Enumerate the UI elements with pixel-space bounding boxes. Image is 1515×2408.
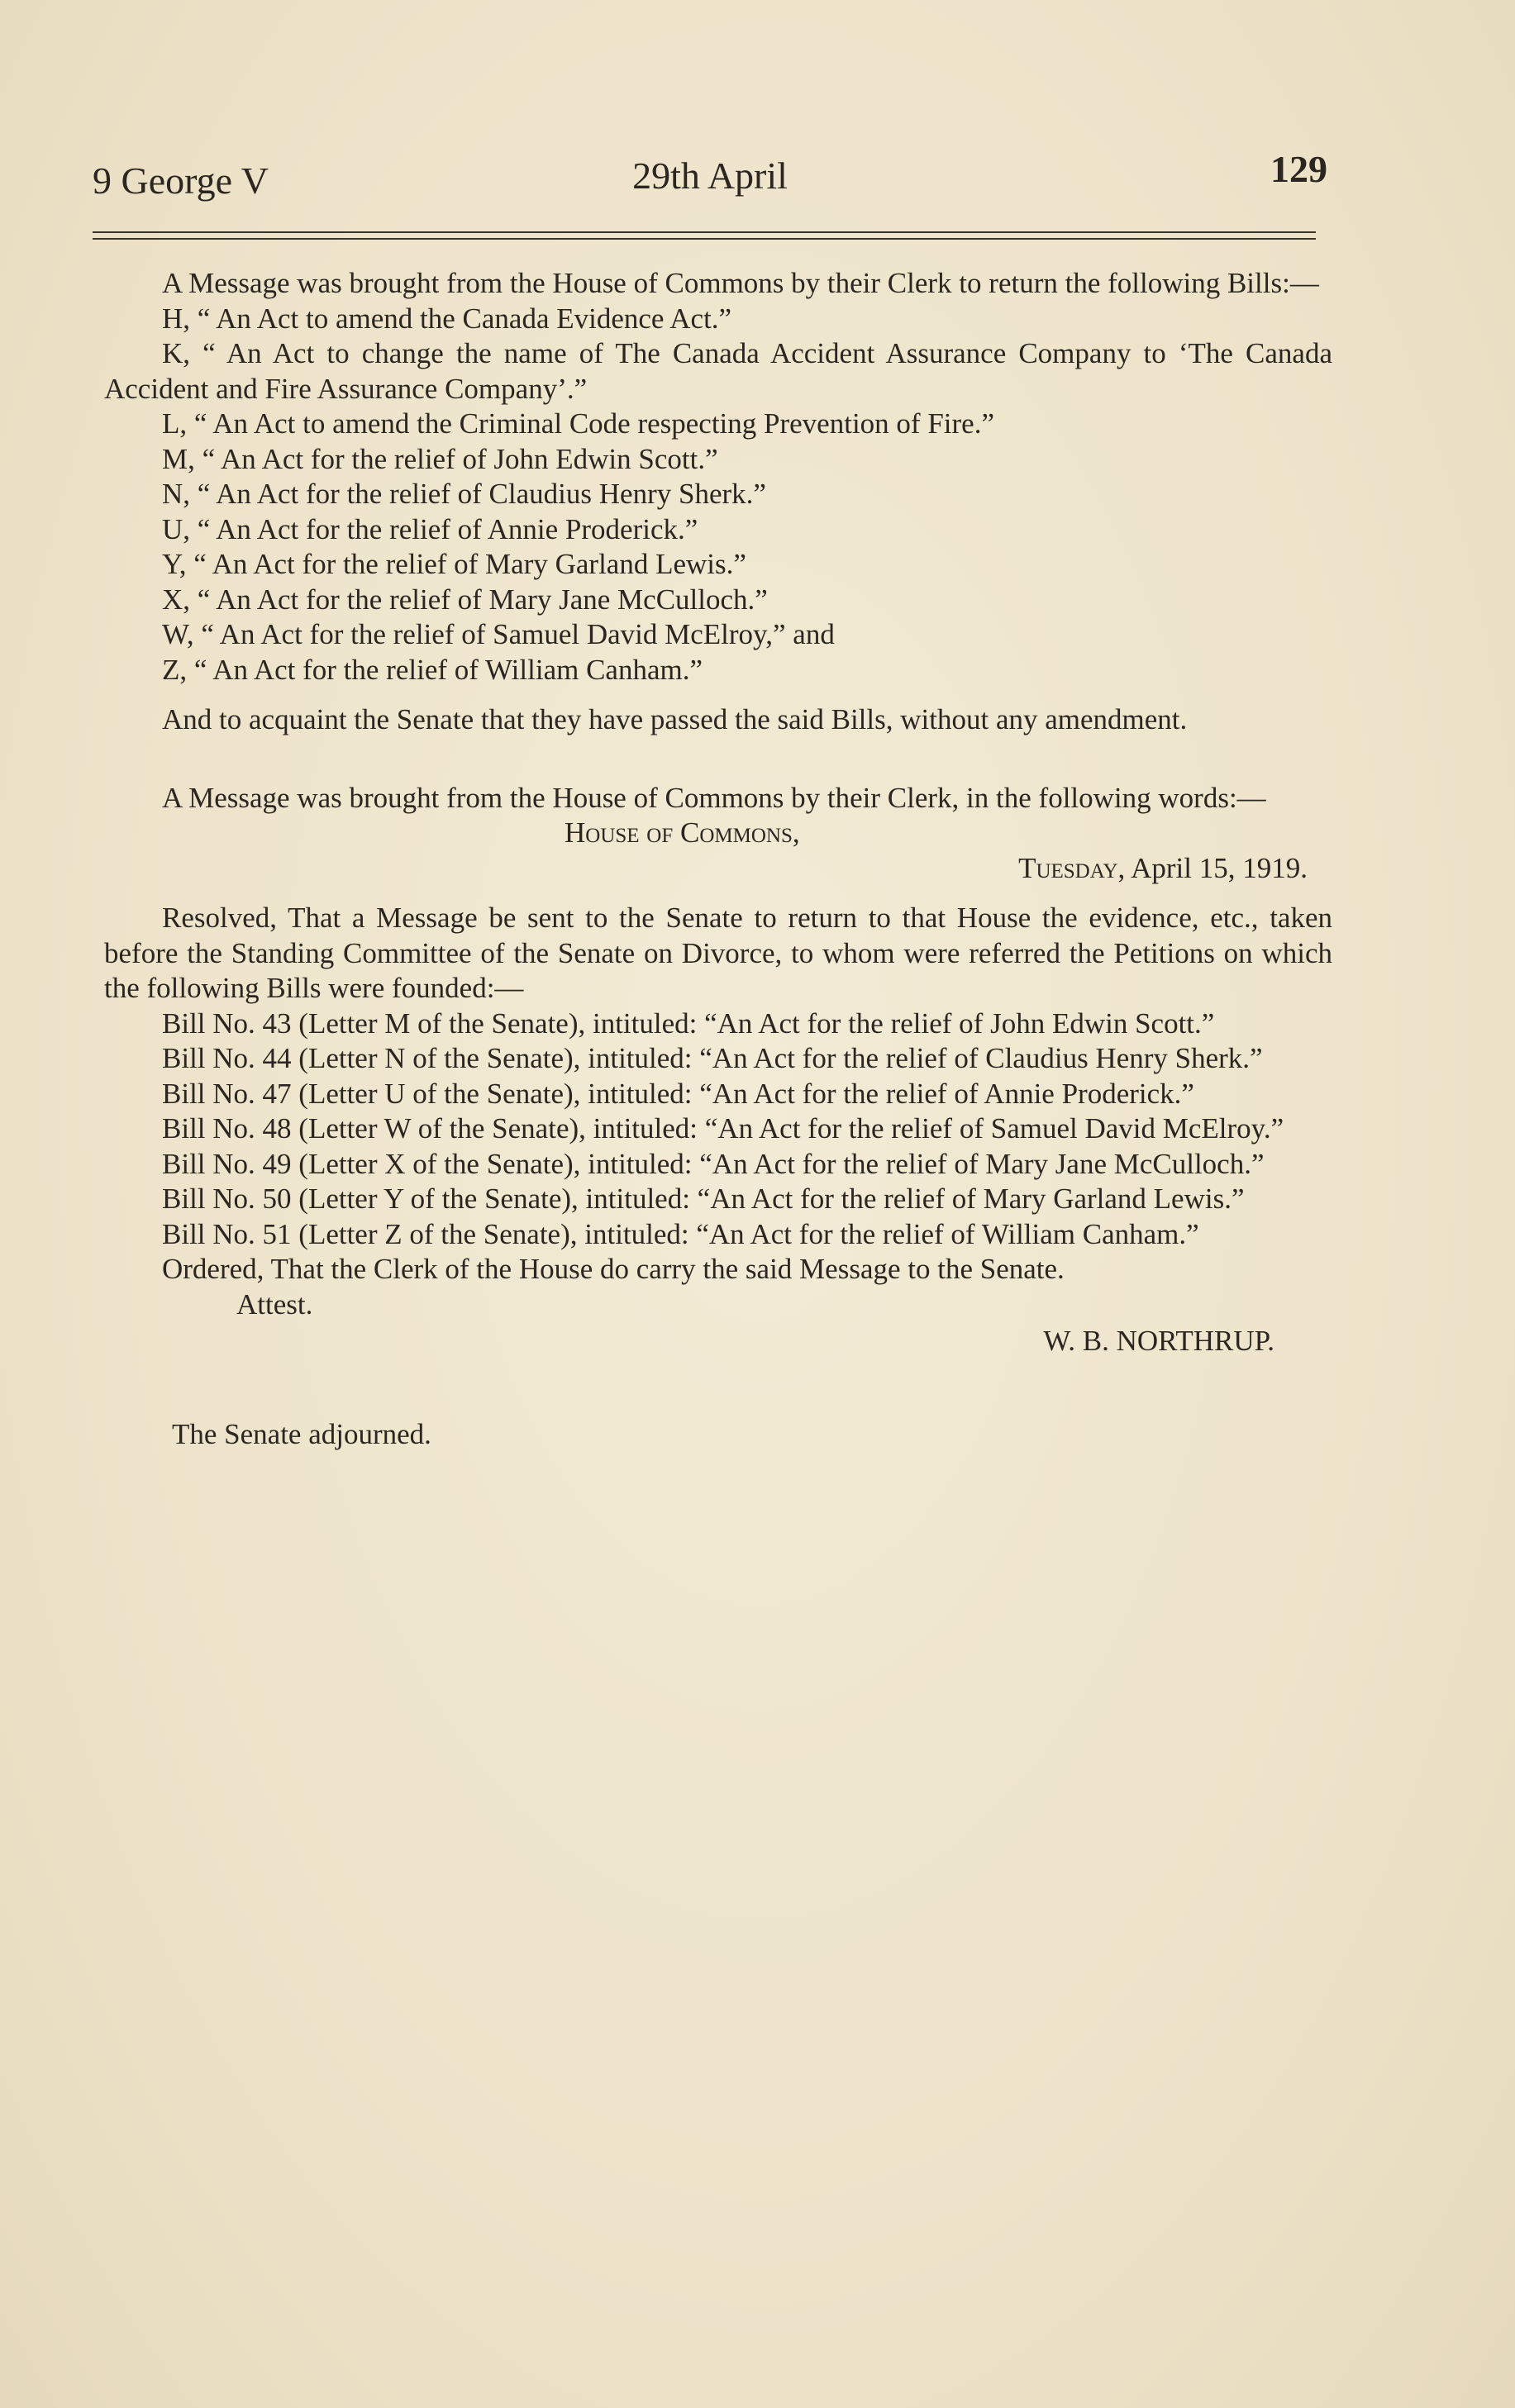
date-text: April 15, 1919. — [1125, 851, 1308, 884]
header-date: 29th April — [632, 155, 788, 197]
bill-entry: Bill No. 47 (Letter U of the Senate), intituled: “An Act for the relief of Annie Proderick.” — [162, 1077, 1194, 1110]
page-number: 129 — [1270, 148, 1327, 190]
senate-adjourned: The Senate adjourned. — [172, 1417, 431, 1450]
bill-item: X, “ An Act for the relief of Mary Jane McCulloch.” — [162, 583, 768, 616]
resolution: Resolved, That a Message be sent to the Senate to return to that House the evidence, etc., taken before the Standing Committee of the Senate on Divorce, to whom were referred the Petitions on which the following Bills were founded:— — [104, 902, 1332, 1004]
bill-item: M, “ An Act for the relief of John Edwin Scott.” — [162, 442, 718, 475]
message-date — [104, 851, 1332, 887]
bill-item: U, “ An Act for the relief of Annie Proderick.” — [162, 512, 698, 545]
header-rule-bottom — [93, 238, 1316, 240]
bill-item: N, “ An Act for the relief of Claudius Henry Sherk.” — [162, 478, 766, 510]
attest-label: Attest. — [236, 1287, 313, 1321]
header-rule-top — [93, 231, 1316, 233]
message1-closing: And to acquaint the Senate that they have passed the said Bills, without any amendment. — [162, 703, 1188, 735]
bill-item: H, “ An Act to amend the Canada Evidence Act.” — [162, 302, 732, 335]
date-weekday: Tuesday, — [1018, 851, 1126, 884]
message1-intro: A Message was brought from the House of Commons by their Clerk to return the following Bills:— — [162, 267, 1319, 299]
bill-item: W, “ An Act for the relief of Samuel David McElroy,” and — [162, 618, 835, 650]
running-header — [93, 147, 1327, 205]
bill-item: K, “ An Act to change the name of The Canada Accident Assurance Company to ‘The Canada Accident and Fire Assurance Company’.” — [104, 337, 1332, 405]
clerk-signature: W. B. NORTHRUP. — [1043, 1325, 1274, 1357]
journal-body — [104, 266, 1332, 1452]
bill-item: L, “ An Act to amend the Criminal Code respecting Prevention of Fire.” — [162, 407, 994, 440]
ordered-clause: Ordered, That the Clerk of the House do carry the said Message to the Senate. — [162, 1253, 1065, 1285]
bill-entry: Bill No. 50 (Letter Y of the Senate), intituled: “An Act for the relief of Mary Garland Lewis.” — [162, 1183, 1245, 1215]
bill-entry: Bill No. 49 (Letter X of the Senate), intituled: “An Act for the relief of Mary Jane McCulloch.” — [162, 1147, 1265, 1180]
bill-entry: Bill No. 44 (Letter N of the Senate), intituled: “An Act for the relief of Claudius Henry Sherk.” — [162, 1042, 1263, 1074]
bill-item: Y, “ An Act for the relief of Mary Garland Lewis.” — [162, 548, 746, 580]
message-evidence-request — [104, 781, 1332, 1359]
bill-entry: Bill No. 43 (Letter M of the Senate), intituled: “An Act for the relief of John Edwin Scott.” — [162, 1007, 1215, 1040]
house-of-commons-heading: House of Commons, — [565, 816, 800, 849]
bill-entry: Bill No. 51 (Letter Z of the Senate), intituled: “An Act for the relief of William Canham.” — [162, 1217, 1199, 1250]
message2-intro: A Message was brought from the House of Commons by their Clerk, in the following words:— — [162, 781, 1266, 814]
message-return-bills — [104, 266, 1332, 738]
bill-item: Z, “ An Act for the relief of William Canham.” — [162, 653, 703, 686]
bill-entry: Bill No. 48 (Letter W of the Senate), intituled: “An Act for the relief of Samuel David McElroy.” — [162, 1112, 1284, 1145]
regnal-year: 9 George V — [93, 159, 269, 202]
